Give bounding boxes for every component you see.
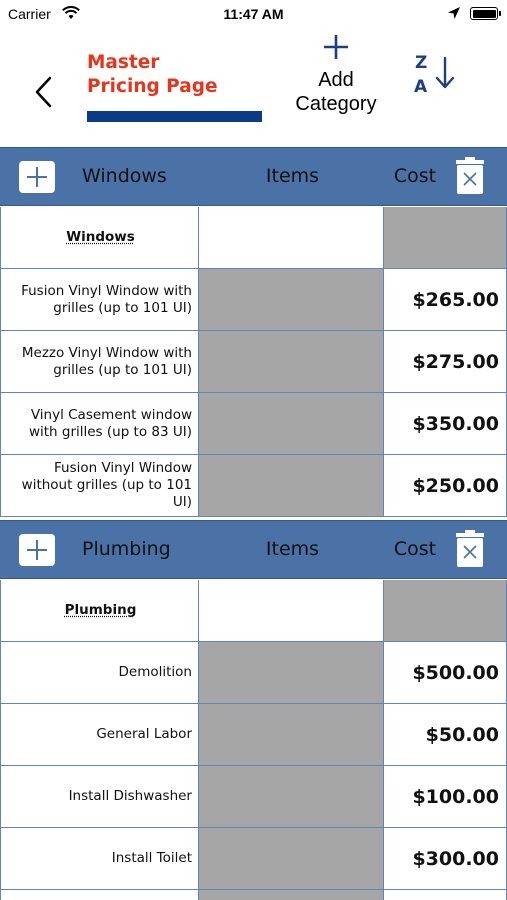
category-header-windows	[0, 147, 507, 206]
table-row[interactable]	[0, 766, 507, 828]
item-name: Fusion Vinyl Window without grilles (up to 101 UI)	[0, 455, 199, 517]
item-cost[interactable]: $250.00	[384, 455, 507, 517]
category-name: Windows	[82, 165, 167, 187]
items-cell[interactable]	[199, 331, 384, 393]
items-cell[interactable]	[199, 704, 384, 766]
table-row[interactable]	[0, 331, 507, 393]
items-column-header: Items	[265, 538, 320, 560]
add-category-label-line1: Add	[318, 69, 354, 91]
table-row[interactable]	[0, 642, 507, 704]
sort-letter-a: A	[414, 77, 428, 97]
item-name: Install Toilet	[0, 828, 199, 890]
plus-icon	[19, 534, 55, 566]
location-arrow-icon	[447, 6, 461, 20]
item-name: Mezzo Vinyl Window with grilles (up to 101 UI)	[0, 331, 199, 393]
table-row[interactable]	[0, 704, 507, 766]
table-row[interactable]	[0, 269, 507, 331]
category-header-plumbing	[0, 520, 507, 579]
items-cell[interactable]	[199, 828, 384, 890]
item-cost[interactable]: $265.00	[384, 269, 507, 331]
items-cell[interactable]	[199, 642, 384, 704]
page-title-line2: Pricing Page	[87, 76, 218, 97]
item-cost[interactable]: $300.00	[384, 828, 507, 890]
items-cell[interactable]	[199, 207, 384, 269]
items-cell[interactable]	[199, 766, 384, 828]
item-cost[interactable]	[384, 890, 507, 900]
table-row[interactable]	[0, 828, 507, 890]
items-column-header: Items	[265, 165, 320, 187]
plus-icon	[19, 161, 55, 193]
table-row[interactable]	[0, 455, 507, 517]
page-title	[87, 51, 218, 99]
items-cell[interactable]	[199, 393, 384, 455]
item-name: Vinyl Casement window with grilles (up to 83 UI)	[0, 393, 199, 455]
item-cost[interactable]: $350.00	[384, 393, 507, 455]
category-heading-label: Plumbing	[0, 580, 199, 642]
item-name: Fusion Vinyl Window with grilles (up to 101 UI)	[0, 269, 199, 331]
cost-cell[interactable]	[384, 580, 507, 642]
add-item-button[interactable]	[19, 161, 55, 193]
category-name: Plumbing	[82, 538, 171, 560]
add-category-label-line2: Category	[295, 93, 377, 115]
items-cell[interactable]	[199, 269, 384, 331]
clock: 11:47 AM	[223, 6, 284, 22]
item-name: Install Dishwasher	[0, 766, 199, 828]
item-name: Demolition	[0, 642, 199, 704]
items-cell[interactable]	[199, 580, 384, 642]
item-name	[0, 890, 199, 900]
sort-letter-z: Z	[415, 53, 428, 73]
item-cost[interactable]: $500.00	[384, 642, 507, 704]
plus-icon	[323, 34, 349, 60]
items-cell[interactable]	[199, 890, 384, 900]
items-cell[interactable]	[199, 455, 384, 517]
carrier-label: Carrier	[8, 6, 51, 22]
category-heading-label: Windows	[0, 207, 199, 269]
cost-column-header: Cost	[393, 165, 437, 187]
cost-column-header: Cost	[393, 538, 437, 560]
delete-category-icon[interactable]	[455, 155, 485, 195]
item-cost[interactable]: $50.00	[384, 704, 507, 766]
category-heading-row	[0, 580, 507, 642]
add-item-button[interactable]	[19, 534, 55, 566]
status-bar	[0, 0, 507, 28]
add-category-button[interactable]	[286, 34, 386, 116]
page-title-line1: Master	[87, 52, 160, 73]
title-underline-bar	[87, 111, 262, 122]
delete-category-icon[interactable]	[455, 528, 485, 568]
back-chevron-icon[interactable]	[28, 74, 58, 110]
battery-icon	[470, 7, 498, 20]
item-cost[interactable]: $275.00	[384, 331, 507, 393]
table-row-partial[interactable]	[0, 890, 507, 900]
cost-cell[interactable]	[384, 207, 507, 269]
item-name: General Labor	[0, 704, 199, 766]
sort-za-button[interactable]	[410, 52, 460, 98]
item-cost[interactable]: $100.00	[384, 766, 507, 828]
table-row[interactable]	[0, 393, 507, 455]
category-heading-row	[0, 207, 507, 269]
